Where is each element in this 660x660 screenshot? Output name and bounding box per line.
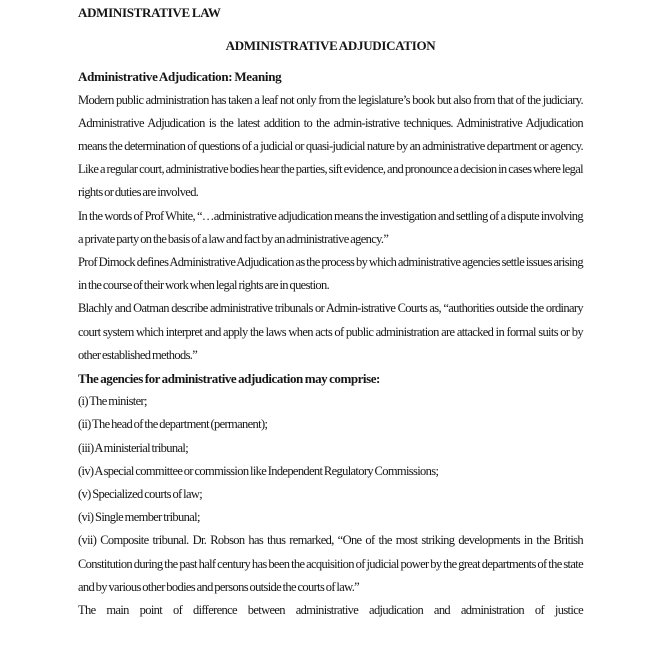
document-title: ADMINISTRATIVE ADJUDICATION — [225, 38, 436, 54]
paragraph: Prof Dimock defines Administrative Adjudication as the process by which administrative agencies settle issues arising in the course of their work when legal rights are in question. — [78, 255, 583, 293]
paragraph: In the words of Prof White, “…administrative adjudication means the investigation and settling of a dispute involving a private party on the basis of a law and fact by an administrative agency.” — [78, 208, 583, 246]
list-item: (iv) A special committee or commission like Independent Regulatory Commissions; — [78, 463, 439, 478]
list-item: (v) Specialized courts of law; — [78, 487, 203, 502]
document-header: ADMINISTRATIVE LAW — [78, 5, 221, 20]
closing-paragraph: The main point of difference between administrative adjudication and administration of justice — [78, 603, 583, 618]
meaning-section-body — [78, 89, 583, 367]
paragraph: Blachly and Oatman describe administrative tribunals or Admin-istrative Courts as, “authorities outside the ordinary court system which interpret and apply the laws when acts of public administration are attacked in formal suits or by other established methods.” — [78, 301, 583, 362]
agencies-list — [78, 390, 583, 599]
list-item: (i) The minister; — [78, 394, 147, 409]
list-item: (vii) Composite tribunal. Dr. Robson has thus remarked, “One of the most striking developments in the British Constitution during the past half century has been the acquisition of judicial power by the great departments of the state and by various other bodies and persons outside the courts of law.” — [78, 533, 583, 594]
list-item: (ii) The head of the department (permanent); — [78, 417, 268, 432]
agencies-section-heading: The agencies for administrative adjudication may comprise: — [78, 371, 380, 387]
list-item: (iii) A ministerial tribunal; — [78, 440, 189, 455]
list-item: (vi) Single member tribunal; — [78, 510, 200, 525]
paragraph: Modern public administration has taken a leaf not only from the legislature’s book but also from that of the judiciary. Administrative Adjudication is the latest addition to the admin-istrative techniques. Administrative Adjudication means the determination of questions of a judicial or quasi-judicial nature by an administrative department or agency. Like a regular court, administrative bodies hear the parties, sift evidence, and pronounce a decision in cases where legal rights or duties are involved. — [78, 92, 583, 200]
meaning-section-heading: Administrative Adjudication: Meaning — [78, 69, 282, 85]
